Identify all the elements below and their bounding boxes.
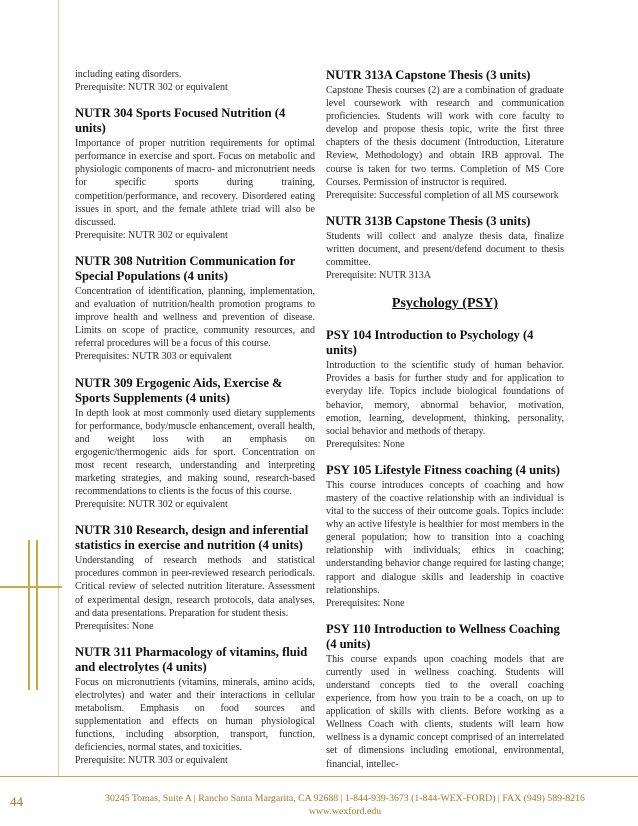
course-prereq: Prerequisites: None [326,597,405,609]
course-nutr-313a [326,68,564,202]
footer-contact [60,792,630,818]
footer-website-link[interactable]: www.wexford.edu [308,806,382,817]
left-column [75,68,315,779]
course-prereq: Prerequisites: None [326,438,405,450]
footer-address: 30245 Tomas, Suite A | Rancho Santa Margarita, CA 92688 | 1-844-939-3673 (1-844-WEX-FORD) | FAX (949) 589-8216 [105,793,585,804]
course-prereq: Prerequisite: NUTR 302 or equivalent [75,499,228,511]
course-prereq: Prerequisites: NUTR 303 or equivalent [75,351,232,363]
course-prereq: Prerequisites: None [75,620,154,632]
course-nutr-313b [326,214,564,282]
course-prereq: Prerequisite: NUTR 302 or equivalent [75,229,228,241]
course-psy-104 [326,328,564,451]
intro-block [75,68,315,94]
course-description: Concentration of identification, planning, implementation, and evaluation of nutrition/health promotion programs to improve health and wellness and prevention of disease. Limits on scope of practice, community resources, and referral procedures will be a focus of this course. [75,285,315,350]
course-description: This course introduces concepts of coaching and how mastery of the coactive relationship with an individual is vital to the success of their outcome goals. Topics include: why an active lifestyle is healthier for most members in the general population; how to transition into a coaching relationship with individuals; ethics in coaching; understanding behavior change required for lasting change; rapport and dialogue skills and leadership in coactive relationships. [326,479,564,596]
course-description: Focus on micronutrients (vitamins, minerals, amino acids, electrolytes) and water and their interactions in cellular metabolism. Emphasis on food sources and supplementation and effects on human physiological functions, including absorption, transport, function, deficiencies, normal states, and toxicities. [75,676,315,754]
course-prereq: Prerequisite: NUTR 303 or equivalent [75,755,228,767]
course-prereq: Prerequisite: NUTR 313A [326,270,431,282]
column-gold-rule [58,0,59,776]
course-nutr-308 [75,254,315,364]
course-title: NUTR 313B Capstone Thesis (3 units) [326,213,531,228]
course-title: NUTR 311 Pharmacology of vitamins, fluid and electrolytes (4 units) [75,644,308,674]
course-title: PSY 104 Introduction to Psychology (4 units) [326,328,534,358]
course-title: NUTR 310 Research, design and inferential statistics in exercise and nutrition (4 units) [75,523,309,553]
course-description: This course expands upon coaching models that are currently used in wellness coaching. Students will understand concepts tied to the overall coaching experience, from how you train to be a coach, on up to application of skills with clients. Before working as a Wellness Coach with clients, students will learn how wellness is a dynamic concept comprised of an interrelated set of dimensions including emotional, environmental, financial, intellec- [326,653,564,770]
course-title: NUTR 308 Nutrition Communication for Special Populations (4 units) [75,253,296,283]
course-description: Capstone Thesis courses (2) are a combination of graduate level coursework with research and communication proficiencies. Students will work with core faculty to develop and propose thesis topic, write the first three chapters of the thesis document (Introduction, Literature Review, Methodology) and obtain IRB approval. The course is taken for two terms. Completion of MS Core Courses. Permission of instructor is required. [326,85,564,188]
course-description: Understanding of research methods and statistical procedures common in peer-reviewed research periodicals. Critical review of selected nutrition literature. Assessment of experimental design, research protocols, data analyses, and data presentations. Preparation for student thesis. [75,555,315,619]
left-gold-cross [0,586,62,588]
course-description: In depth look at most commonly used dietary supplements for performance, body/muscle enhancement, overall health, and weight loss with an emphasis on ergogenic/thermogenic aids for sport. Concentration on most recent research, understanding and interpreting marketing strategies, and making sound, research-based recommendations to clients is the focus of this course. [75,407,315,498]
left-gold-rule-1 [28,540,30,690]
intro-line: including eating disorders. [75,69,182,80]
course-nutr-309 [75,376,315,512]
right-column [326,68,564,783]
course-nutr-304 [75,106,315,242]
course-psy-110 [326,622,564,771]
course-nutr-310 [75,523,315,633]
course-psy-105 [326,463,564,610]
course-description: Introduction to the scientific study of human behavior. Provides a basis for further study and for application to everyday life. Topics include biological foundations of behavior, memory, abnormal behavior, motivation, emotion, learning, development, thinking, personality, social behavior and methods of therapy. [326,360,564,437]
intro-prereq: Prerequisite: NUTR 302 or equivalent [75,82,228,94]
page-number: 44 [10,794,23,809]
course-title: PSY 105 Lifestyle Fitness coaching (4 units) [326,462,560,477]
section-heading-psychology: Psychology (PSY) [391,296,499,312]
course-title: NUTR 309 Ergogenic Aids, Exercise & Sports Supplements (4 units) [75,375,283,405]
course-description: Importance of proper nutrition requirements for optimal performance in exercise and sport. Focus on metabolic and physiologic components of macro- and micronutrient needs for specific sports during training, competition/performance, and recovery. Disordered eating issues in sport, and the female athlete triad will also be discussed. [75,138,315,228]
footer-rule [0,776,638,777]
course-description: Students will collect and analyze thesis data, finalize written document, and present/defend document to thesis committee. [326,230,564,269]
course-nutr-311 [75,645,315,768]
course-prereq: Prerequisite: Successful completion of all MS coursework [326,189,559,201]
course-title: NUTR 304 Sports Focused Nutrition (4 units) [75,106,286,136]
course-title: PSY 110 Introduction to Wellness Coaching (4 units) [326,621,560,651]
left-gold-rule-2 [36,540,38,690]
course-title: NUTR 313A Capstone Thesis (3 units) [326,68,531,82]
